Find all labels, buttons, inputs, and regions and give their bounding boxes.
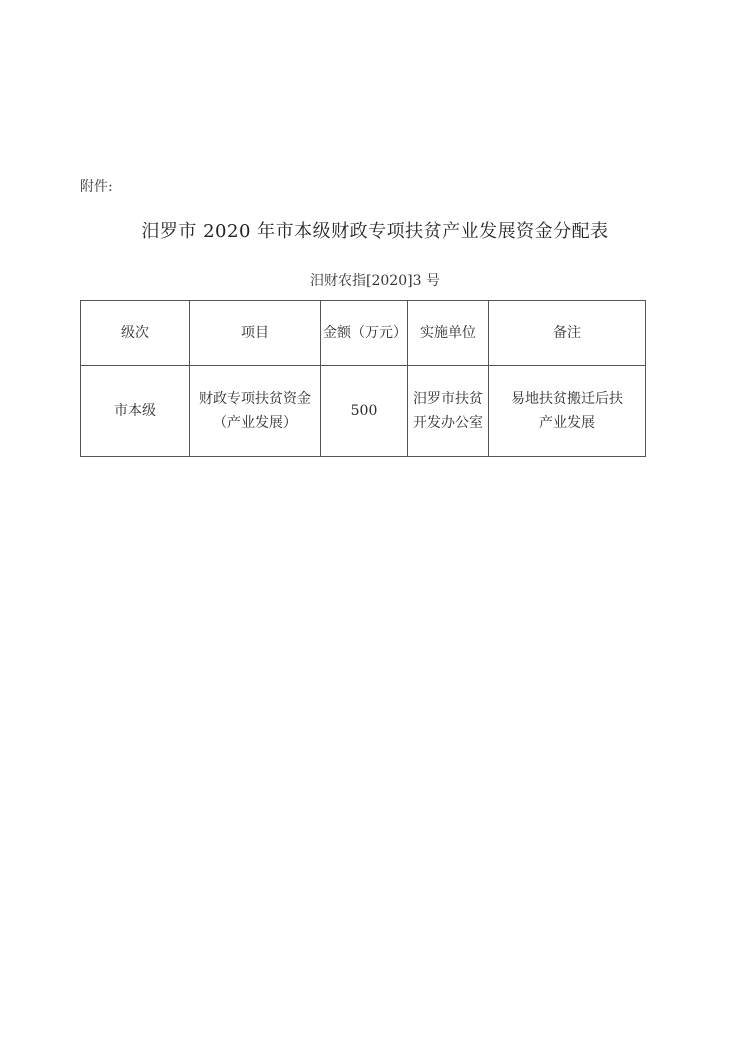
document-number: 汨财农指[2020]3 号: [310, 273, 440, 289]
cell-project-line1: 财政专项扶贫资金: [199, 391, 311, 407]
cell-project: [190, 366, 321, 457]
header-project: 项目: [190, 301, 321, 366]
cell-remarks: [489, 366, 646, 457]
allocation-table: [80, 300, 646, 457]
table-header-row: [81, 301, 646, 366]
header-level: 级次: [81, 301, 190, 366]
page-title: 汨罗市 2020 年市本级财政专项扶贫产业发展资金分配表: [141, 221, 609, 242]
cell-level: 市本级: [81, 366, 190, 457]
attachment-label: 附件:: [80, 179, 113, 195]
cell-remark-line1: 易地扶贫搬迁后扶: [511, 391, 623, 407]
header-implementing-unit: 实施单位: [408, 301, 489, 366]
cell-unit-line1: 汨罗市扶贫: [413, 391, 483, 407]
cell-amount: 500: [321, 366, 408, 457]
cell-unit-line2: 开发办公室: [413, 415, 483, 431]
cell-implementing-unit: [408, 366, 489, 457]
cell-remark-line2: 产业发展: [539, 415, 595, 431]
table-row: [81, 366, 646, 457]
header-remarks: 备注: [489, 301, 646, 366]
cell-project-line2: （产业发展）: [213, 415, 297, 431]
header-amount: 金额（万元）: [321, 301, 408, 366]
